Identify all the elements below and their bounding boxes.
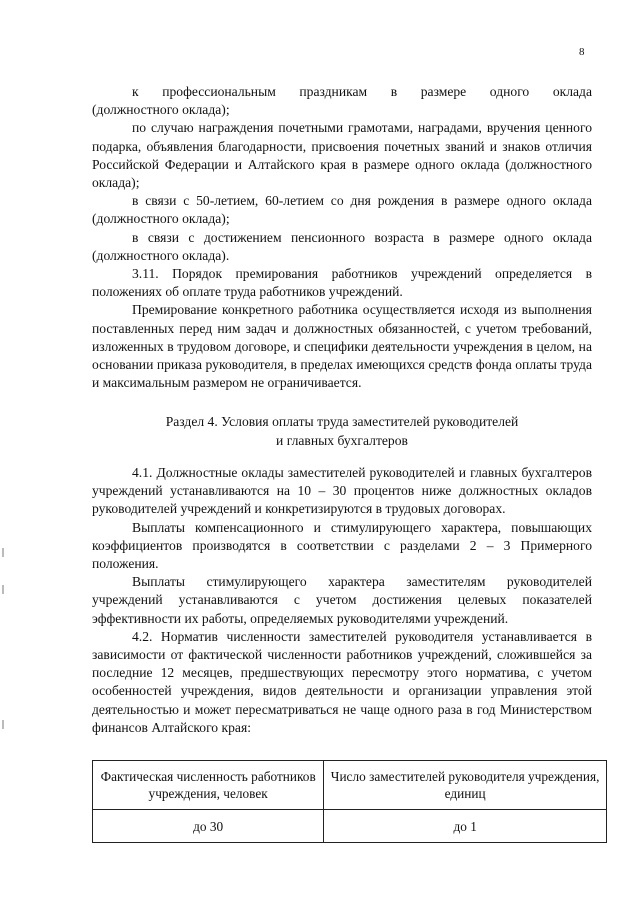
scan-edge-mark <box>2 720 4 729</box>
paragraph: Выплаты стимулирующего характера заместителям руководителей учреждений устанавливаются с учетом достижения целевых показателей эффективности их работы, определяемых руководителями учреждений. <box>92 574 592 626</box>
text-block-bottom <box>92 464 592 737</box>
table-header-cell: Число заместителей руководителя учреждения, единиц <box>324 761 607 810</box>
deputies-norm-table <box>92 760 607 843</box>
section-heading-line: и главных бухгалтеров <box>276 432 408 448</box>
paragraph: 3.11. Порядок премирования работников учреждений определяется в положениях об оплате труда работников учреждений. <box>92 266 592 300</box>
scan-edge-mark <box>2 548 4 557</box>
table-header-cell: Фактическая численность работников учреждения, человек <box>93 761 324 810</box>
paragraph: Премирование конкретного работника осуществляется исходя из выполнения поставленных перед ним задач и должностных обязанностей, с учетом требований, изложенных в трудовом договоре, и специфики деятельности учреждения в целом, на основании приказа руководителя, в пределах имеющихся средств фонда оплаты труда и максимальным размером не ограничивается. <box>92 302 592 391</box>
paragraph: 4.1. Должностные оклады заместителей руководителей и главных бухгалтеров учреждений устанавливаются на 10 – 30 процентов ниже должностных окладов руководителей учреждений и конкретизируются в трудовых договорах. <box>92 465 592 517</box>
table-header-row <box>93 761 607 810</box>
section-heading-line: Раздел 4. Условия оплаты труда заместителей руководителей <box>165 414 519 429</box>
paragraph: в связи с 50-летием, 60-летием со дня рождения в размере одного оклада (должностного оклада); <box>92 193 592 227</box>
section-heading <box>92 413 592 450</box>
scan-edge-mark <box>2 585 4 594</box>
table-cell: до 30 <box>93 810 324 843</box>
paragraph: Выплаты компенсационного и стимулирующего характера, повышающих коэффициентов производятся в соответствии с разделами 2 – 3 Примерного положения. <box>92 519 592 572</box>
text-block-top <box>92 83 592 392</box>
table-cell: до 1 <box>324 810 607 843</box>
table-row <box>93 810 607 843</box>
page-number: 8 <box>579 46 585 58</box>
paragraph: в связи с достижением пенсионного возраста в размере одного оклада (должностного оклада). <box>92 229 592 263</box>
paragraph: по случаю награждения почетными грамотами, наградами, вручения ценного подарка, объявления благодарности, присвоения почетных званий и знаков отличия Российской Федерации и Алтайского края в размере одного оклада (должностного оклада); <box>92 120 592 191</box>
paragraph-first-line: к профессиональным праздникам в размере одного оклада <box>132 84 592 99</box>
paragraph: 4.2. Норматив численности заместителей руководителя устанавливается в зависимости от фактической численности работников учреждений, сложившейся за последние 12 месяцев, предшествующих пересмотру этого норматива, с учетом особенностей учреждения, видов деятельности и организации управления этой деятельностью и может пересматриваться не чаще одного раза в год Министерством финансов Алтайского края: <box>92 628 592 735</box>
paragraph: (должностного оклада); <box>92 102 230 118</box>
